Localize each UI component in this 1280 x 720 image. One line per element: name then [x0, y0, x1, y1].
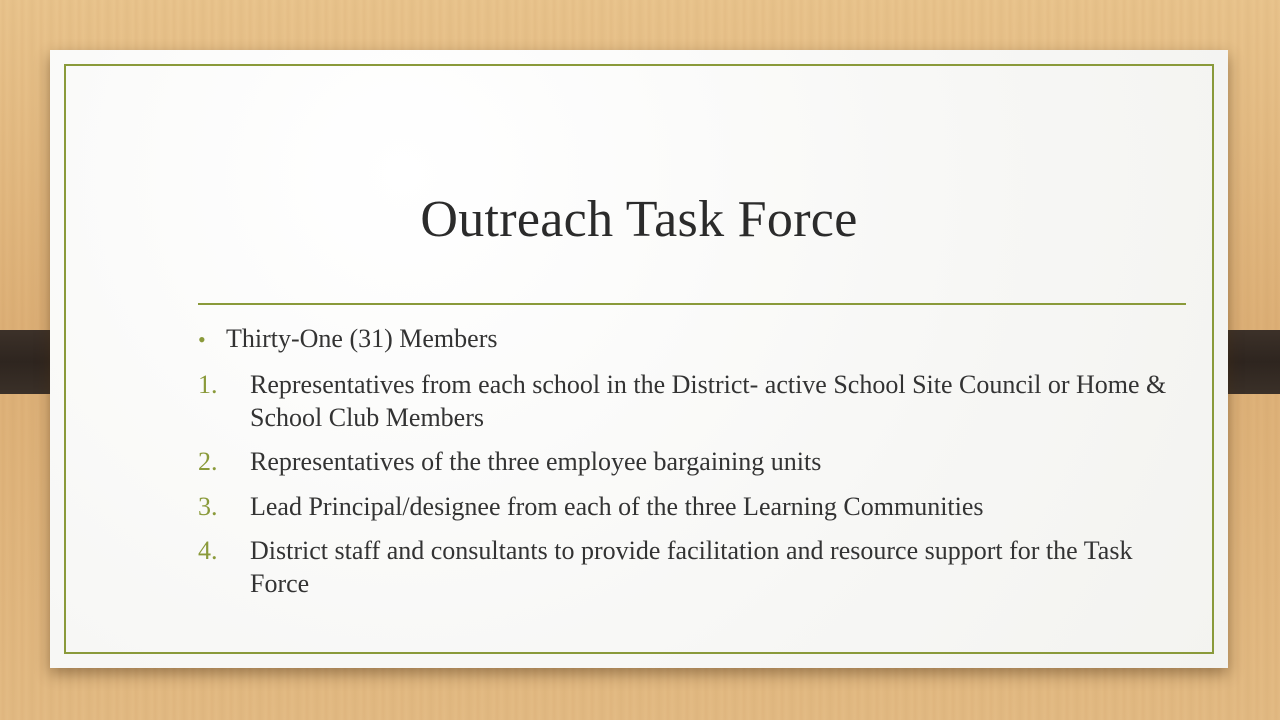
item-number: 4.: [198, 536, 218, 565]
slide-card: [50, 50, 1228, 668]
numbered-item-3: [198, 491, 1188, 524]
numbered-item-2: [198, 446, 1188, 479]
item-number: 1.: [198, 370, 218, 399]
item-text: Representatives from each school in the District- active School Site Council or Home & School Club Members: [250, 370, 1167, 432]
slide-content: [198, 323, 1188, 612]
slide-title: Outreach Task Force: [420, 191, 858, 248]
title-divider: [198, 303, 1186, 305]
item-number: 2.: [198, 447, 218, 476]
item-number: 3.: [198, 491, 218, 521]
numbered-item-1: [198, 369, 1188, 434]
numbered-item-4: [198, 535, 1188, 600]
item-text: District staff and consultants to provide facilitation and resource support for the Task Force: [250, 536, 1133, 598]
item-text: Lead Principal/designee from each of the three Learning Communities: [250, 491, 984, 521]
bullet-item: [198, 323, 1188, 357]
bullet-text: Thirty-One (31) Members: [226, 324, 498, 353]
item-text: Representatives of the three employee bargaining units: [250, 447, 822, 476]
bullet-marker: •: [198, 327, 206, 352]
